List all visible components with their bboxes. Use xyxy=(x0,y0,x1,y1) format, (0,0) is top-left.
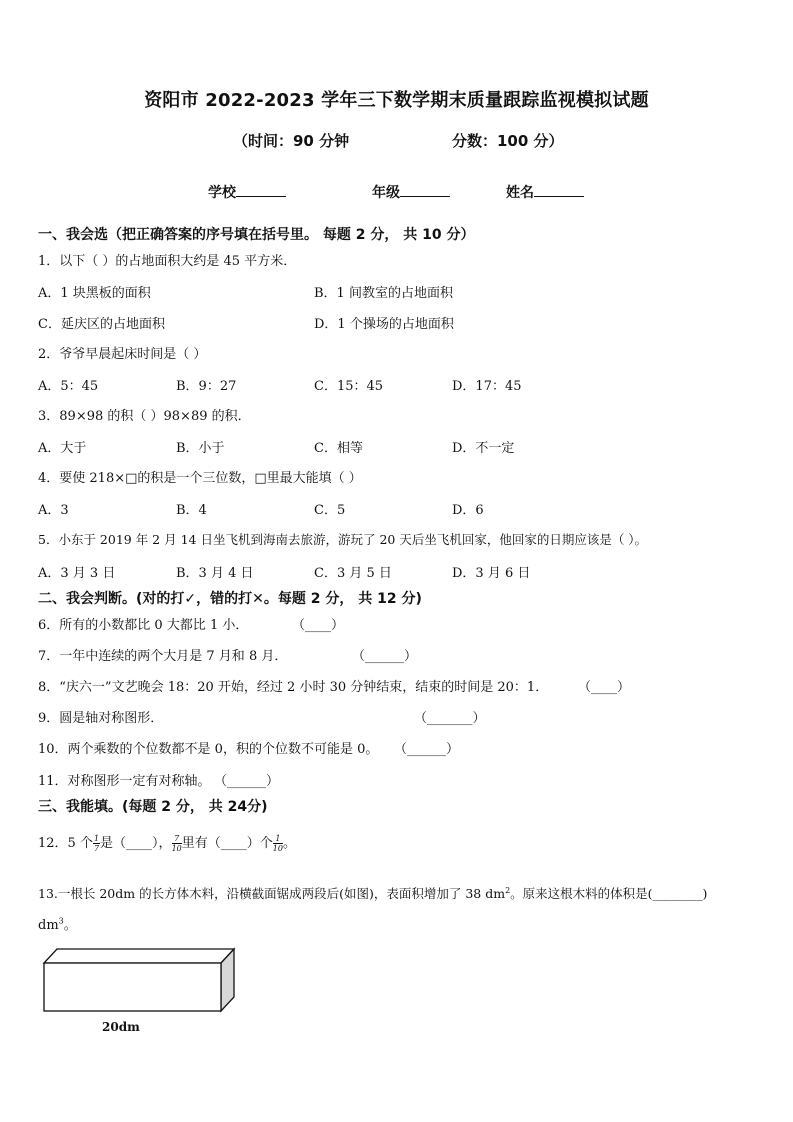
section-3-heading: 三、我能填。(每题 2 分， 共 24分) xyxy=(38,799,268,815)
grade-field xyxy=(372,182,450,202)
q12-text-4: 。 xyxy=(282,836,296,851)
cuboid-figure xyxy=(40,945,240,1017)
q2-option-d[interactable]: D．17：45 xyxy=(452,379,522,394)
q12-text-3: 里有（____）个 xyxy=(181,836,273,851)
q3-option-b[interactable]: B．小于 xyxy=(176,441,225,456)
q5-option-a[interactable]: A．3 月 3 日 xyxy=(38,566,116,581)
q4-option-d[interactable]: D．6 xyxy=(452,503,484,518)
grade-blank[interactable] xyxy=(400,196,450,197)
q5-option-c[interactable]: C．3 月 5 日 xyxy=(314,566,392,581)
q5-option-b[interactable]: B．3 月 4 日 xyxy=(176,566,254,581)
cuboid-top-face xyxy=(44,949,234,963)
q1-option-c[interactable]: C．延庆区的占地面积 xyxy=(38,317,165,332)
q2-option-b[interactable]: B．9：27 xyxy=(176,379,237,394)
school-blank[interactable] xyxy=(236,196,286,197)
q6-answer-blank[interactable]: （____） xyxy=(292,618,345,633)
q9-answer-blank[interactable]: （_______） xyxy=(414,711,486,726)
q13-unit: dm xyxy=(38,918,59,933)
q13-text-1: 13.一根长 20dm 的长方体木料，沿横截面锯成两段后(如图)，表面积增加了 38 dm xyxy=(38,886,506,901)
question-2: 2．爷爷早晨起床时间是（ ） xyxy=(38,347,207,362)
name-blank[interactable] xyxy=(534,196,584,197)
question-8: 8．“庆六一”文艺晚会 18：20 开始，经过 2 小时 30 分钟结束，结束的时间是 20：1． xyxy=(38,680,549,695)
question-3: 3．89×98 的积（ ）98×89 的积． xyxy=(38,409,251,424)
question-11: 11．对称图形一定有对称轴。 xyxy=(38,774,211,789)
question-12 xyxy=(38,832,296,853)
q1-option-d[interactable]: D．1 个操场的占地面积 xyxy=(314,317,454,332)
school-label: 学校 xyxy=(208,185,236,201)
school-field xyxy=(208,182,286,202)
q12-frac2-den: 10 xyxy=(171,844,182,853)
cuboid-front-face xyxy=(44,963,221,1011)
q12-text-2: 是（____）， xyxy=(100,836,172,851)
question-9: 9．圆是轴对称图形． xyxy=(38,711,164,726)
q3-option-a[interactable]: A．大于 xyxy=(38,441,87,456)
q2-option-a[interactable]: A．5：45 xyxy=(38,379,99,394)
question-7: 7．一年中连续的两个大月是 7 月和 8 月． xyxy=(38,649,288,664)
q2-option-c[interactable]: C．15：45 xyxy=(314,379,384,394)
section-1-heading: 一、我会选（把正确答案的序号填在括号里。 每题 2 分， 共 10 分） xyxy=(38,227,475,243)
q3-option-d[interactable]: D．不一定 xyxy=(452,441,515,456)
question-13-line-1 xyxy=(38,884,707,902)
question-10: 10．两个乘数的个位数都不是 0，积的个位数不可能是 0。 xyxy=(38,742,379,757)
name-label: 姓名 xyxy=(506,185,534,201)
page-title: 资阳市 2022-2023 学年三下数学期末质量跟踪监视模拟试题 xyxy=(144,90,649,111)
name-field xyxy=(506,182,584,202)
section-2-heading: 二、我会判断。(对的打✓，错的打✕。每题 2 分， 共 12 分) xyxy=(38,591,422,607)
q4-option-c[interactable]: C．5 xyxy=(314,503,346,518)
q7-answer-blank[interactable]: （______） xyxy=(352,649,418,664)
q11-answer-blank[interactable]: （______） xyxy=(214,774,280,789)
question-5: 5．小东于 2019 年 2 月 14 日坐飞机到海南去旅游，游玩了 20 天后坐飞机回家，他回家的日期应该是（ ）。 xyxy=(38,532,648,547)
fraction-seven-tenths xyxy=(172,834,182,853)
grade-label: 年级 xyxy=(372,185,400,201)
q12-frac1-den: 7 xyxy=(93,844,100,853)
q4-option-b[interactable]: B．4 xyxy=(176,503,207,518)
question-4: 4．要使 218×□的积是一个三位数，□里最大能填（ ） xyxy=(38,471,362,486)
q5-option-d[interactable]: D．3 月 6 日 xyxy=(452,566,531,581)
q1-option-b[interactable]: B．1 间教室的占地面积 xyxy=(314,286,453,301)
question-13-line-2 xyxy=(38,914,77,933)
q3-option-c[interactable]: C．相等 xyxy=(314,441,363,456)
question-6: 6．所有的小数都比 0 大都比 1 小． xyxy=(38,618,249,633)
q8-answer-blank[interactable]: （____） xyxy=(578,680,631,695)
q1-option-a[interactable]: A．1 块黑板的面积 xyxy=(38,286,151,301)
cuboid-length-label: 20dm xyxy=(102,1020,140,1034)
question-1: 1．以下（ ）的占地面积大约是 45 平方米． xyxy=(38,254,297,269)
q12-frac2-num: 7 xyxy=(172,834,182,844)
q13-unit-end: 。 xyxy=(63,918,77,933)
exam-score: 分数：100 分） xyxy=(452,132,564,150)
q12-frac1-num: 1 xyxy=(93,834,100,843)
q10-answer-blank[interactable]: （______） xyxy=(394,742,460,757)
q12-text-1: 12．5 个 xyxy=(38,836,93,851)
q4-option-a[interactable]: A．3 xyxy=(38,503,69,518)
q13-sup-3: 3 xyxy=(58,916,64,926)
fraction-one-tenth xyxy=(273,834,283,853)
q13-sup-2: 2 xyxy=(505,885,511,895)
exam-time: （时间：90 分钟 xyxy=(233,132,350,150)
q12-frac3-den: 10 xyxy=(272,844,283,853)
q13-text-2: 。原来这根木料的体积是(________) xyxy=(510,886,708,901)
fraction-one-seventh xyxy=(93,834,100,853)
q12-frac3-num: 1 xyxy=(273,834,283,844)
